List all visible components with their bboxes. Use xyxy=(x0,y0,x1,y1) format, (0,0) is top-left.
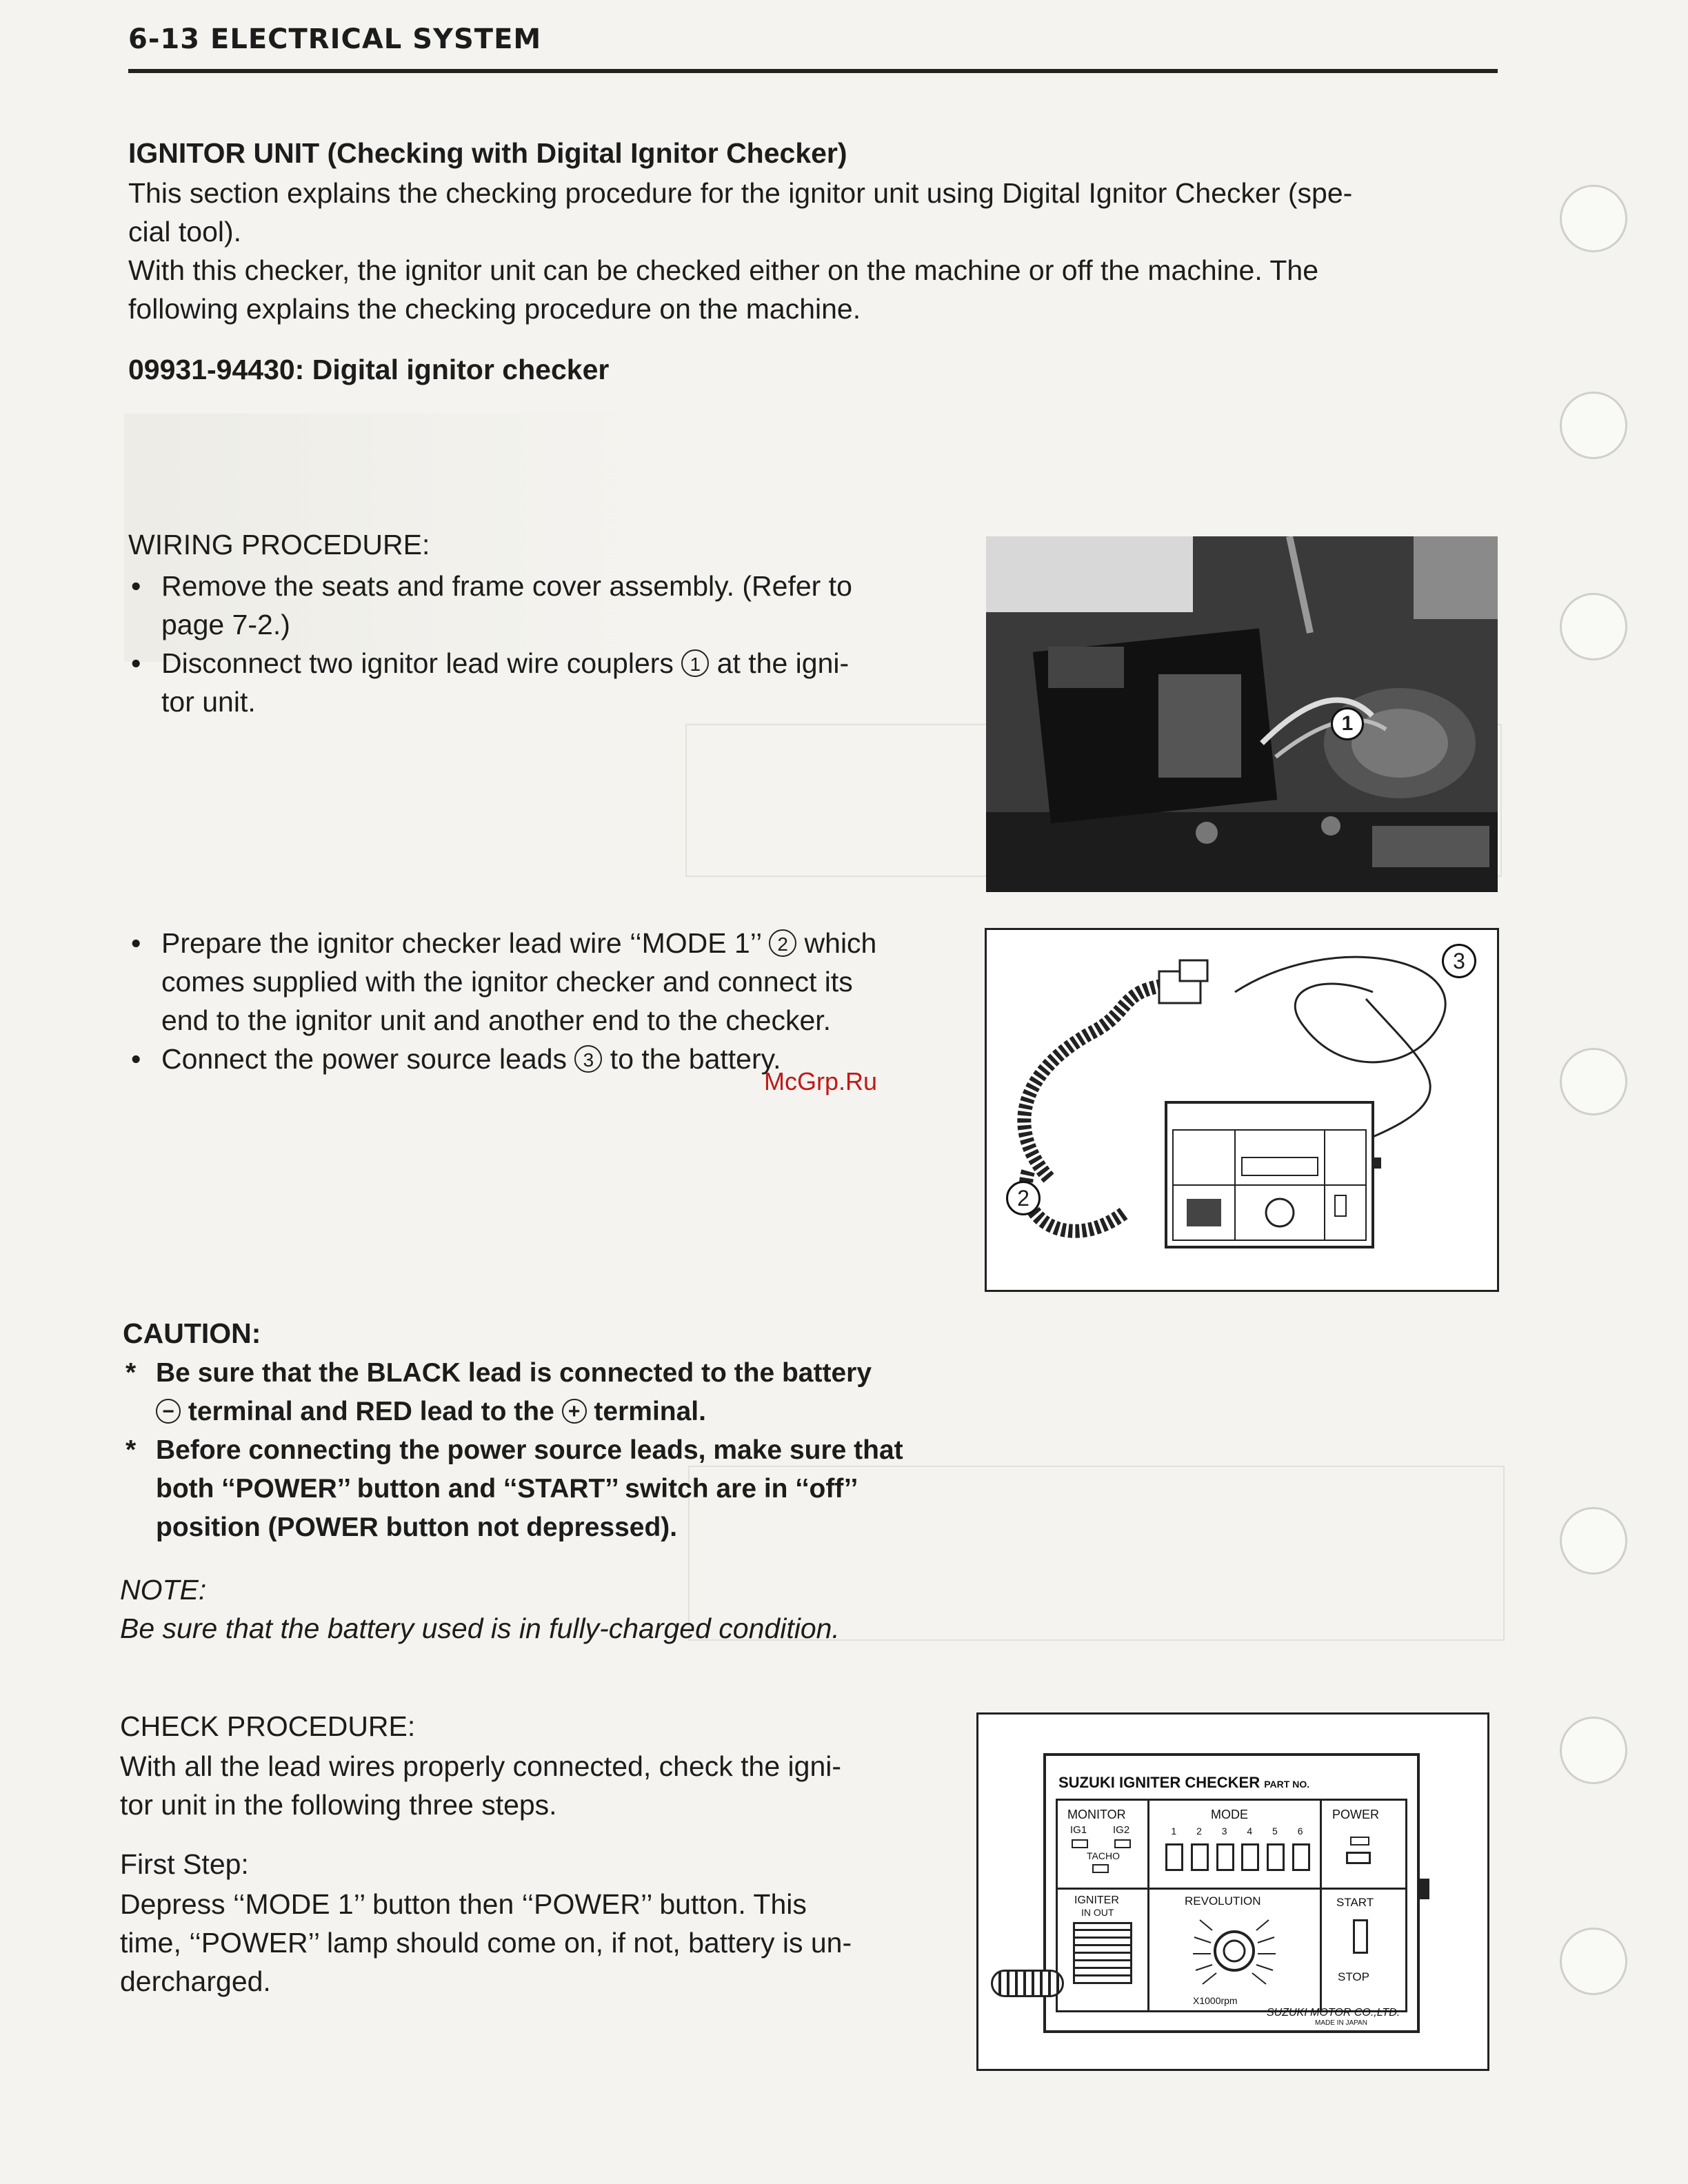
power-button[interactable] xyxy=(1346,1852,1371,1864)
step-line: Depress ‘‘MODE 1’’ button then ‘‘POWER’’ button. This xyxy=(120,1888,807,1920)
first-step-heading: First Step: xyxy=(120,1848,249,1880)
caution-heading: CAUTION: xyxy=(123,1317,261,1349)
wiring-step-line xyxy=(161,924,949,962)
start-stop-switch[interactable] xyxy=(1353,1919,1368,1954)
check-heading: CHECK PROCEDURE: xyxy=(120,1710,416,1742)
plus-terminal-icon: + xyxy=(562,1399,587,1424)
start-label: START xyxy=(1336,1896,1374,1909)
intro-line: cial tool). xyxy=(128,216,242,247)
mode-6-button[interactable] xyxy=(1292,1843,1310,1871)
binder-hole xyxy=(1560,1928,1627,1995)
caution-list xyxy=(123,1354,950,1547)
first-step-paragraph xyxy=(120,1885,947,2001)
lead-wire-coil xyxy=(991,1970,1064,1997)
mode-2-button[interactable] xyxy=(1191,1843,1209,1871)
wiring-step xyxy=(128,644,949,721)
text-span: Prepare the ignitor checker lead wire ‘‘MODE 1’’ xyxy=(161,927,770,959)
mode-number: 6 xyxy=(1297,1826,1303,1837)
wiring-list xyxy=(128,567,949,721)
note-heading: NOTE: xyxy=(120,1574,207,1606)
note-text: Be sure that the battery used is in fully-charged condition. xyxy=(120,1612,840,1644)
checker-wiring-illustration xyxy=(985,928,1499,1292)
text-span: terminal. xyxy=(586,1397,706,1426)
intro-line: With this checker, the ignitor unit can be checked either on the machine or off the machine. The xyxy=(128,254,1319,286)
side-connector xyxy=(1420,1879,1429,1899)
checker-panel-diagram xyxy=(976,1712,1489,2071)
in-out-label: IN OUT xyxy=(1081,1907,1114,1918)
callout-marker: 3 xyxy=(574,1045,602,1073)
mode-number: 5 xyxy=(1272,1826,1278,1837)
text-span: at the igni- xyxy=(709,647,850,679)
text-span: which xyxy=(796,927,877,959)
callout-marker: 1 xyxy=(681,649,709,677)
caution-line: * Before connecting the power source leads, make sure that xyxy=(156,1435,903,1465)
text-span: to the battery. xyxy=(602,1043,781,1075)
wiring-step-line: comes supplied with the ignitor checker and connect its xyxy=(161,966,853,998)
caution-line: both ‘‘POWER’’ button and ‘‘START’’ switch are in ‘‘off’’ xyxy=(156,1474,858,1504)
mode-4-button[interactable] xyxy=(1241,1843,1259,1871)
check-paragraph xyxy=(120,1747,947,1824)
ignitor-unit-photo xyxy=(986,536,1498,892)
mode-buttons xyxy=(1165,1843,1310,1871)
rpm-label: X1000rpm xyxy=(1193,1995,1238,2006)
made-in-label: MADE IN JAPAN xyxy=(1315,2019,1367,2027)
check-line: With all the lead wires properly connected, check the igni- xyxy=(120,1750,842,1782)
binder-hole xyxy=(1560,185,1627,252)
caution-line: * Be sure that the BLACK lead is connected to the battery xyxy=(156,1358,872,1388)
power-lamp-icon xyxy=(1350,1837,1369,1846)
photo-callout xyxy=(1331,707,1364,740)
part-number-label: PART NO. xyxy=(1264,1779,1310,1790)
mode-label: MODE xyxy=(1211,1808,1248,1821)
intro-line: following explains the checking procedure on the machine. xyxy=(128,293,861,325)
wiring-step-line: tor unit. xyxy=(161,686,256,718)
binder-hole xyxy=(1560,1048,1627,1115)
photo-drawing xyxy=(986,536,1498,892)
callout-number: 3 xyxy=(1453,949,1465,973)
minus-terminal-icon: − xyxy=(156,1399,181,1424)
ig1-lamp-icon xyxy=(1072,1839,1088,1848)
igniter-connector-icon xyxy=(1073,1922,1132,1984)
tacho-lamp-icon xyxy=(1092,1864,1109,1873)
ig2-label: IG2 xyxy=(1113,1824,1130,1836)
illustration-callout xyxy=(1006,1181,1041,1215)
ig2-lamp-icon xyxy=(1114,1839,1131,1848)
illustration-callout xyxy=(1442,944,1476,978)
ig1-label: IG1 xyxy=(1070,1824,1087,1836)
text-span: Connect the power source leads xyxy=(161,1043,575,1075)
checker-title xyxy=(1058,1774,1309,1792)
caution-line xyxy=(156,1393,950,1431)
wiring-list-continued xyxy=(128,924,949,1078)
revolution-label: REVOLUTION xyxy=(1185,1894,1261,1908)
callout-marker: 2 xyxy=(769,929,796,957)
caution-item xyxy=(123,1354,950,1431)
stop-label: STOP xyxy=(1338,1970,1369,1983)
tool-number: 09931-94430: Digital ignitor checker xyxy=(128,354,610,385)
site-watermark: McGrp.Ru xyxy=(764,1067,878,1095)
wiring-step xyxy=(128,567,949,644)
callout-number: 1 xyxy=(1341,712,1354,735)
mode-1-button[interactable] xyxy=(1165,1843,1183,1871)
caution-line: position (POWER button not depressed). xyxy=(156,1513,678,1542)
header-rule xyxy=(128,69,1498,73)
wiring-step-line: end to the ignitor unit and another end to the checker. xyxy=(161,1004,832,1036)
binder-hole xyxy=(1560,1717,1627,1784)
intro-line: This section explains the checking procedure for the ignitor unit using Digital Ignitor Checker (spe- xyxy=(128,177,1353,209)
check-line: tor unit in the following three steps. xyxy=(120,1789,557,1821)
divider-v1 xyxy=(1147,1801,1149,2010)
wiring-step-line xyxy=(161,644,949,682)
text-span: Disconnect two ignitor lead wire couplers xyxy=(161,647,682,679)
binder-hole xyxy=(1560,392,1627,459)
wiring-step-line: • Remove the seats and frame cover assembly. (Refer to xyxy=(161,570,852,602)
page-header: 6-13 ELECTRICAL SYSTEM xyxy=(128,23,542,55)
mode-numbers xyxy=(1161,1826,1313,1837)
section-title: IGNITOR UNIT (Checking with Digital Ignitor Checker) xyxy=(128,137,847,169)
step-line: dercharged. xyxy=(120,1965,271,1997)
illustration-drawing xyxy=(987,930,1497,1290)
divider-h xyxy=(1058,1888,1405,1890)
binder-hole xyxy=(1560,1507,1627,1575)
text-span: terminal and RED lead to the xyxy=(181,1397,562,1426)
checker-body xyxy=(1043,1753,1420,2033)
checker-title-text: SUZUKI IGNITER CHECKER xyxy=(1058,1774,1260,1791)
mode-number: 4 xyxy=(1247,1826,1253,1837)
mode-5-button[interactable] xyxy=(1267,1843,1285,1871)
callout-number: 2 xyxy=(1017,1186,1029,1211)
intro-paragraph xyxy=(128,174,1500,328)
wiring-heading: WIRING PROCEDURE: xyxy=(128,529,430,560)
mode-number: 1 xyxy=(1171,1826,1177,1837)
tacho-label: TACHO xyxy=(1087,1850,1120,1861)
mode-number: 3 xyxy=(1221,1826,1227,1837)
maker-label: SUZUKI MOTOR CO.,LTD. xyxy=(1267,2007,1400,2019)
revolution-dial-icon xyxy=(1179,1910,1289,1992)
panel-frame xyxy=(1056,1799,1407,2012)
igniter-label: IGNITER xyxy=(1074,1894,1119,1906)
binder-hole xyxy=(1560,593,1627,660)
mode-3-button[interactable] xyxy=(1216,1843,1234,1871)
power-label: POWER xyxy=(1332,1808,1380,1821)
monitor-label: MONITOR xyxy=(1067,1808,1126,1821)
wiring-step-line: page 7-2.) xyxy=(161,609,290,640)
mode-number: 2 xyxy=(1196,1826,1202,1837)
caution-item xyxy=(123,1431,950,1547)
wiring-step xyxy=(128,924,949,1040)
step-line: time, ‘‘POWER’’ lamp should come on, if not, battery is un- xyxy=(120,1927,852,1959)
divider-v2 xyxy=(1320,1801,1322,2010)
